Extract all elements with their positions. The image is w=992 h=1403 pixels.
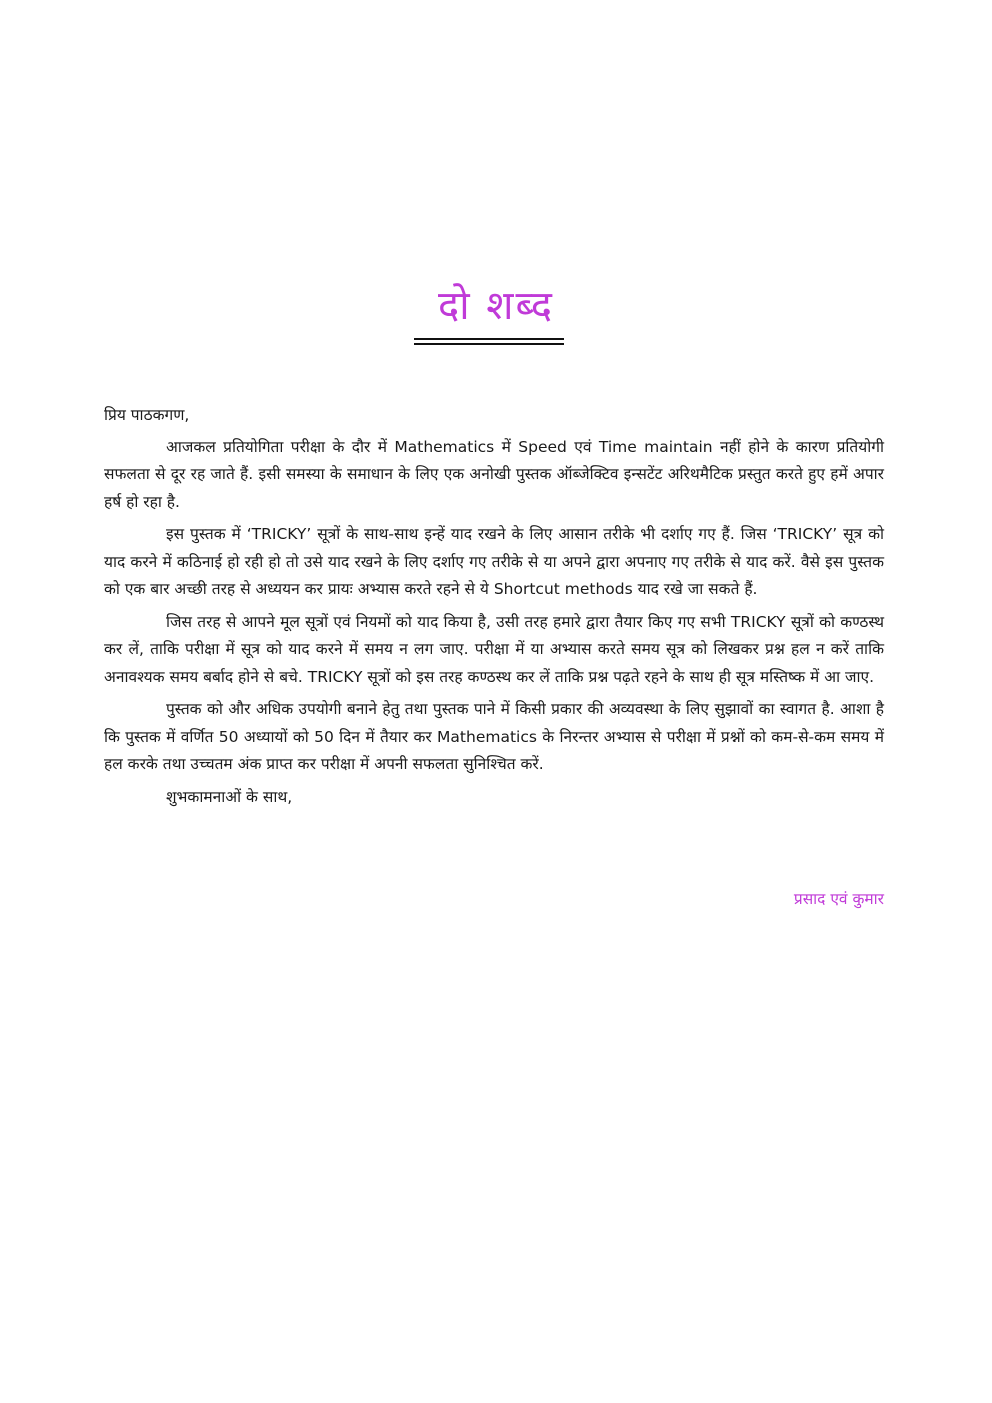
preface-body: [104, 402, 884, 811]
closing-line: शुभकामनाओं के साथ,: [166, 787, 293, 806]
title-underline-bottom: [414, 343, 564, 345]
paragraph-4: पुस्तक को और अधिक उपयोगी बनाने हेतु तथा पुस्तक पाने में किसी प्रकार की अव्यवस्था के लिए सुझावों का स्वागत है. आशा है कि पुस्तक में वर्णित 50 अध्यायों को 50 दिन में तैयार कर Mathematics के निरन्तर अभ्यास से परीक्षा में प्रश्नों को कम-से-कम समय में हल करके तथा उच्चतम अंक प्राप्त कर परीक्षा में अपनी सफलता सुनिश्चित करें.: [104, 700, 884, 773]
title-block: [0, 278, 992, 334]
paragraph-1: आजकल प्रतियोगिता परीक्षा के दौर में Mathematics में Speed एवं Time maintain नहीं होने के कारण प्रतियोगी सफलता से दूर रह जाते हैं. इसी समस्या के समाधान के लिए एक अनोखी पुस्तक ऑब्जेक्टिव इन्सटेंट अरिथमैटिक प्रस्तुत करते हुए हमें अपार हर्ष हो रहा है.: [104, 437, 884, 511]
paragraph-2: इस पुस्तक में ‘TRICKY’ सूत्रों के साथ-साथ इन्हें याद रखने के लिए आसान तरीके भी दर्शाए गए हैं. जिस ‘TRICKY’ सूत्र को याद करने में कठिनाई हो रही हो तो उसे याद रखने के लिए दर्शाए गए तरीके से या अपने द्वारा अपनाए गए तरीके से याद करें. वैसे इस पुस्तक को एक बार अच्छी तरह से अध्ययन कर प्रायः अभ्यास करते रहने से ये Shortcut methods याद रखे जा सकते हैं.: [104, 525, 884, 598]
author-signature: प्रसाद एवं कुमार: [793, 890, 884, 908]
page-title: दो शब्द: [437, 283, 555, 329]
salutation: प्रिय पाठकगण,: [104, 406, 190, 424]
title-underline-top: [414, 338, 564, 340]
paragraph-3: जिस तरह से आपने मूल सूत्रों एवं नियमों को याद किया है, उसी तरह हमारे द्वारा तैयार किए गए सभी TRICKY सूत्रों को कण्ठस्थ कर लें, ताकि परीक्षा में सूत्र को याद करने में समय न लग जाए. परीक्षा में या अभ्यास करते समय सूत्र को लिखकर प्रश्न हल न करें ताकि अनावश्यक समय बर्बाद होने से बचे. TRICKY सूत्रों को इस तरह कण्ठस्थ कर लें ताकि प्रश्न पढ़ते रहने के साथ ही सूत्र मस्तिष्क में आ जाए.: [104, 612, 884, 686]
